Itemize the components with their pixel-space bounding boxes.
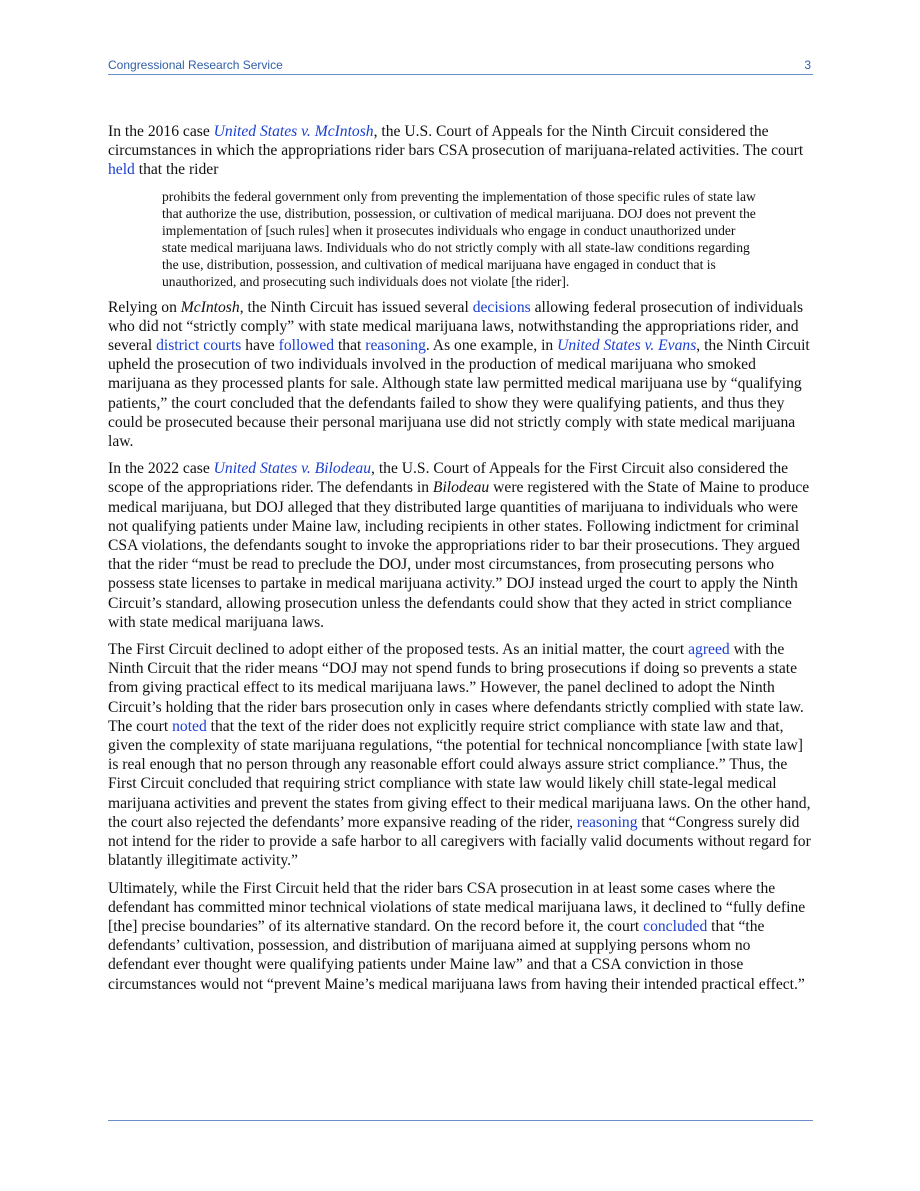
paragraph-mcintosh: In the 2016 case United States v. McIntosh, the U.S. Court of Appeals for the Ninth Circuit considered the circumstances in which the appropriations rider bars CSA prosecution of marijuana-related activities. The court held that the rider — [108, 123, 804, 179]
paragraph-bilodeau: In the 2022 case United States v. Bilodeau, the U.S. Court of Appeals for the First Circuit also considered the scope of the appropriations rider. The defendants in Bilodeau were registered with the State of Maine to produce medical marijuana, but DOJ alleged that they distributed large quantities of marijuana to individuals who were not qualifying patients under Maine law, including recipients in other states. Following indictment for criminal CSA violations, the defendants sought to invoke the appropriations rider to bar their prosecutions. They argued that the rider “must be read to preclude the DOJ, under most circumstances, from prosecuting persons who possess state licenses to partake in medical marijuana activity.” DOJ instead urged the court to apply the Ninth Circuit’s standard, allowing prosecution unless the defendants could show that they acted in strict compliance with state medical marijuana laws. — [108, 460, 810, 631]
paragraph-ultimately: Ultimately, while the First Circuit held that the rider bars CSA prosecution in at least some cases where the defendant has committed minor technical violations of state medical marijuana laws, it declined to “fully define [the] precise boundaries” of its alternative standard. On the record before it, the court concluded that “the defendants’ cultivation, possession, and distribution of marijuana aimed at supplying persons whom no defendant ever thought were qualifying patients under Maine law” and that a CSA conviction in those circumstances would not “prevent Maine’s medical marijuana laws from having their intended practical effect.” — [108, 879, 806, 993]
link-united-states-v-evans[interactable]: United States v. Evans — [557, 337, 697, 355]
page-number: 3 — [804, 58, 811, 72]
link-followed[interactable]: followed — [278, 337, 335, 355]
page-header — [108, 58, 813, 75]
link-decisions[interactable]: decisions — [472, 298, 531, 316]
link-united-states-v-mcintosh[interactable]: United States v. McIntosh — [213, 123, 374, 140]
link-agreed[interactable]: agreed — [688, 641, 730, 659]
footer-divider — [108, 1120, 813, 1121]
link-district-courts[interactable]: district courts — [156, 337, 242, 355]
link-reasoning[interactable]: reasoning — [365, 337, 426, 355]
link-held[interactable]: held — [108, 161, 135, 179]
link-noted[interactable]: noted — [172, 717, 207, 735]
link-concluded[interactable]: concluded — [643, 917, 708, 935]
document-body — [108, 122, 813, 1002]
link-united-states-v-bilodeau[interactable]: United States v. Bilodeau — [213, 460, 372, 478]
block-quote: prohibits the federal government only from preventing the implementation of those specific rules of state law that authorize the use, distribution, possession, or cultivation of medical marijuana. DOJ does not prevent the implementation of [such rules] when it prosecutes individuals who engage in conduct unauthorized under state medical marijuana laws. Individuals who do not strictly comply with all state-law conditions regarding the use, distribution, possession, and cultivation of medical marijuana have engaged in conduct that is unauthorized, and prosecuting such individuals does not violate [the rider]. — [162, 188, 756, 289]
paragraph-first-circuit: The First Circuit declined to adopt either of the proposed tests. As an initial matter, the court agreed with the Ninth Circuit that the rider means “DOJ may not spend funds to bring prosecutions if doing so prevents a state from giving practical effect to its medical marijuana laws.” However, the panel declined to adopt the Ninth Circuit’s holding that the rider bars prosecution only in cases where defendants strictly complied with state law. The court noted that the text of the rider does not explicitly require strict compliance with state law and that, given the complexity of state marijuana regulations, “the potential for technical noncompliance [with state law] is real enough that no person through any reasonable effort could always assure strict compliance.” Thus, the First Circuit concluded that requiring strict compliance with state law would likely chill state-legal medical marijuana activities and prevent the states from giving effect to their medical marijuana laws. On the other hand, the court also rejected the defendants’ more expansive reading of the rider, reasoning that “Congress surely did not intend for the rider to provide a safe harbor to all caregivers with facially valid documents without regard for blatantly illegitimate activity.” — [108, 641, 811, 870]
paragraph-ninth-circuit: Relying on McIntosh, the Ninth Circuit has issued several decisions allowing federal prosecution of individuals who did not “strictly comply” with state medical marijuana laws, notwithstanding the appropriations rider, and several district courts have followed that reasoning. As one example, in United States v. Evans, the Ninth Circuit upheld the prosecution of two individuals involved in the production of medical marijuana who smoked marijuana as they processed plants for sale. Although state law permitted medical marijuana use by “qualifying patients,” the court concluded that the defendants failed to show they were qualifying patients, and thus they could be prosecuted because their personal marijuana use did not strictly comply with state medical marijuana law. — [108, 298, 810, 451]
header-org-name: Congressional Research Service — [108, 58, 283, 72]
link-reasoning-2[interactable]: reasoning — [576, 813, 638, 831]
